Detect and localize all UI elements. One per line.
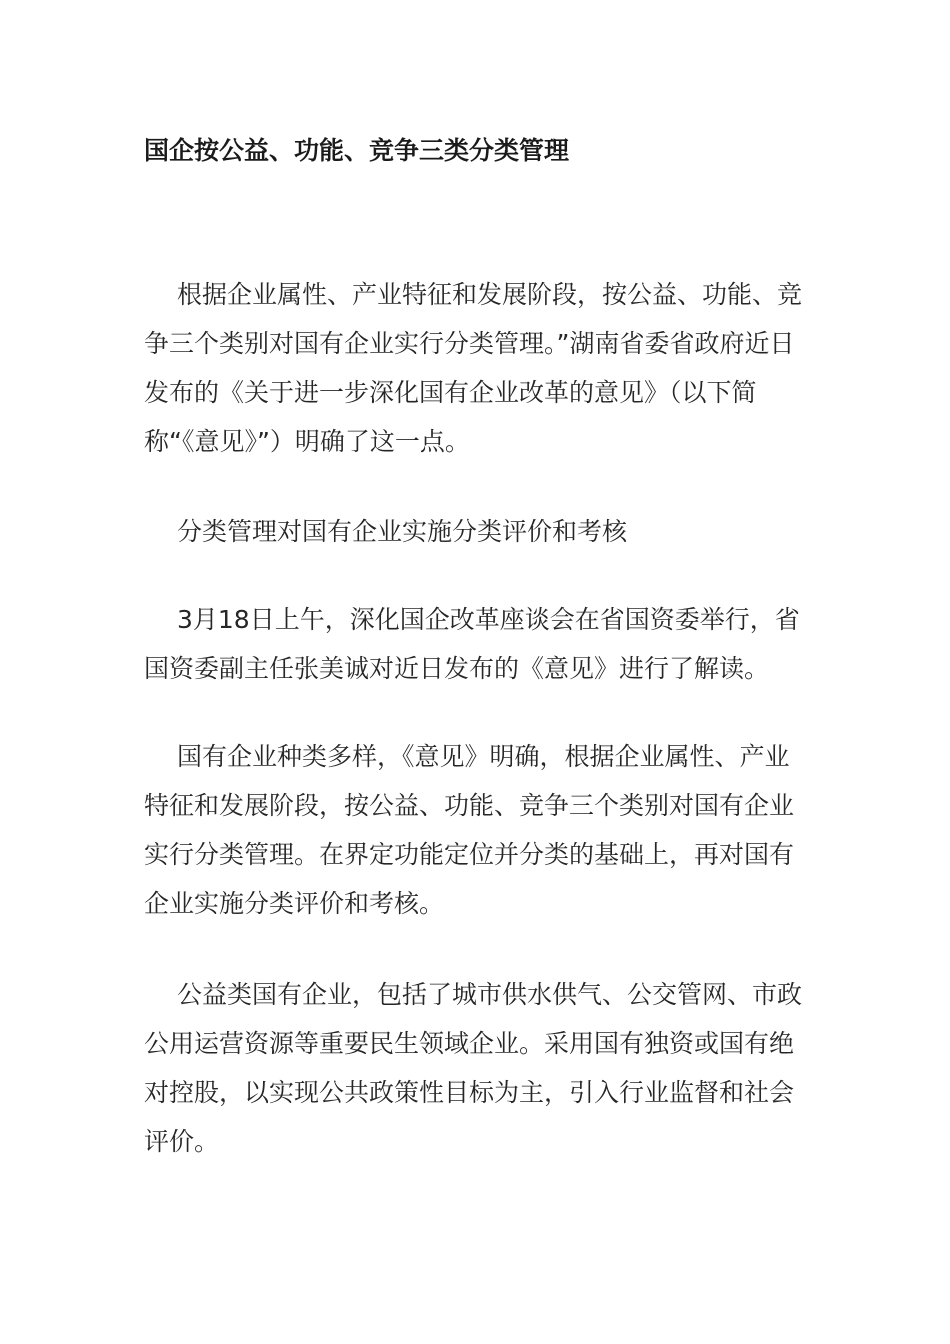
article-title: 国企按公益、功能、竞争三类分类管理 xyxy=(144,136,570,165)
paragraph-intro: 根据企业属性、产业特征和发展阶段，按公益、功能、竞争三个类别对国有企业实行分类管理。”湖南省委省政府近日发布的《关于进一步深化国有企业改革的意见》（以下简称“《意见》”）明确了这一点。 xyxy=(144,280,803,456)
paragraph-public-welfare: 公益类国有企业，包括了城市供水供气、公交管网、市政公用运营资源等重要民生领域企业。采用国有独资或国有绝对控股，以实现公共政策性目标为主，引入行业监督和社会评价。 xyxy=(144,980,803,1156)
paragraph-classification: 国有企业种类多样，《意见》明确，根据企业属性、产业特征和发展阶段，按公益、功能、竞争三个类别对国有企业实行分类管理。在界定功能定位并分类的基础上，再对国有企业实施分类评价和考核。 xyxy=(144,742,795,918)
paragraph-subheading: 分类管理对国有企业实施分类评价和考核 xyxy=(177,517,628,546)
paragraph-meeting: 3月18日上午，深化国企改革座谈会在省国资委举行，省国资委副主任张美诚对近日发布的《意见》进行了解读。 xyxy=(144,605,800,683)
